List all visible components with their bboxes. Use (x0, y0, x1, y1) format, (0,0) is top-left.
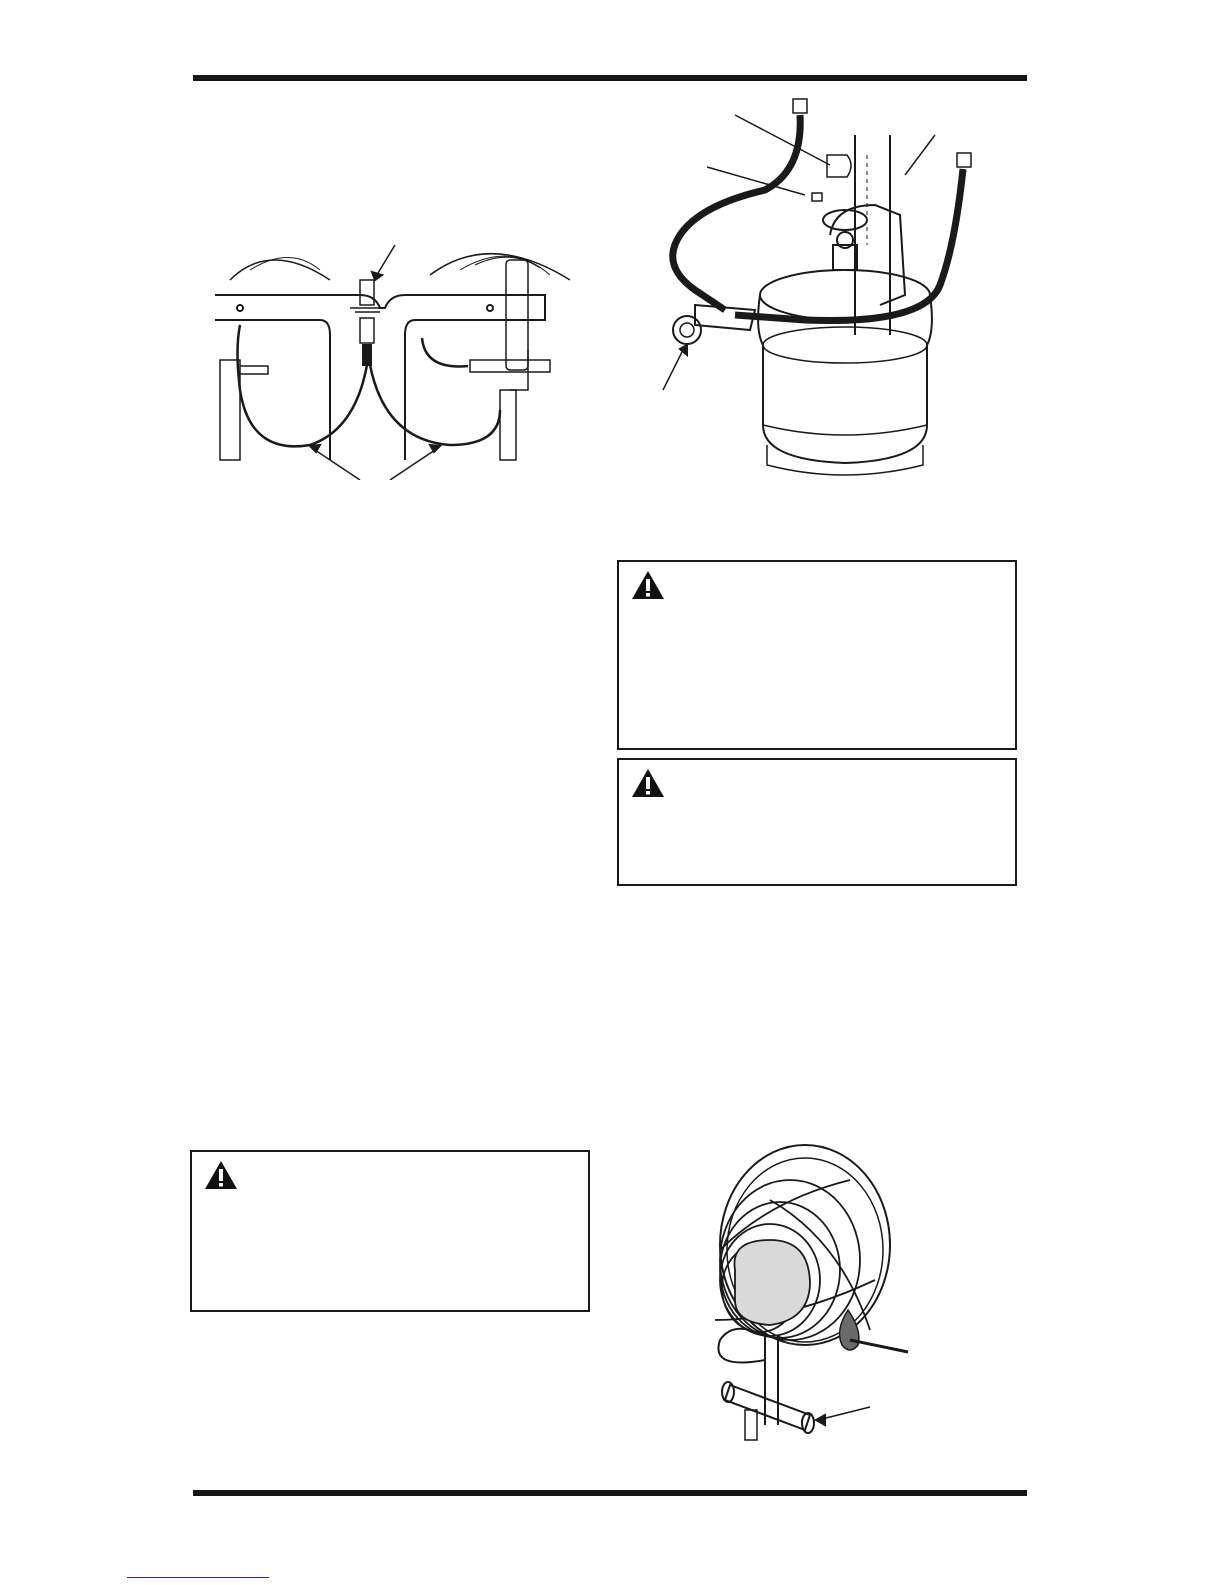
warning-triangle-icon (631, 570, 665, 600)
warning-left (190, 1150, 590, 1312)
warning-triangle-icon (204, 1160, 238, 1190)
bottom-rule (193, 1490, 1027, 1496)
warning-right-top (617, 560, 1017, 750)
warning-triangle-icon (631, 768, 665, 798)
figure-heater-leak-check (690, 1140, 915, 1450)
warning-right-bottom (617, 758, 1017, 886)
figure-cylinder-hose (655, 95, 1000, 480)
footer-link-underline[interactable] (127, 1577, 269, 1578)
figure-ignitor-wires (210, 240, 590, 480)
top-rule (193, 75, 1027, 81)
